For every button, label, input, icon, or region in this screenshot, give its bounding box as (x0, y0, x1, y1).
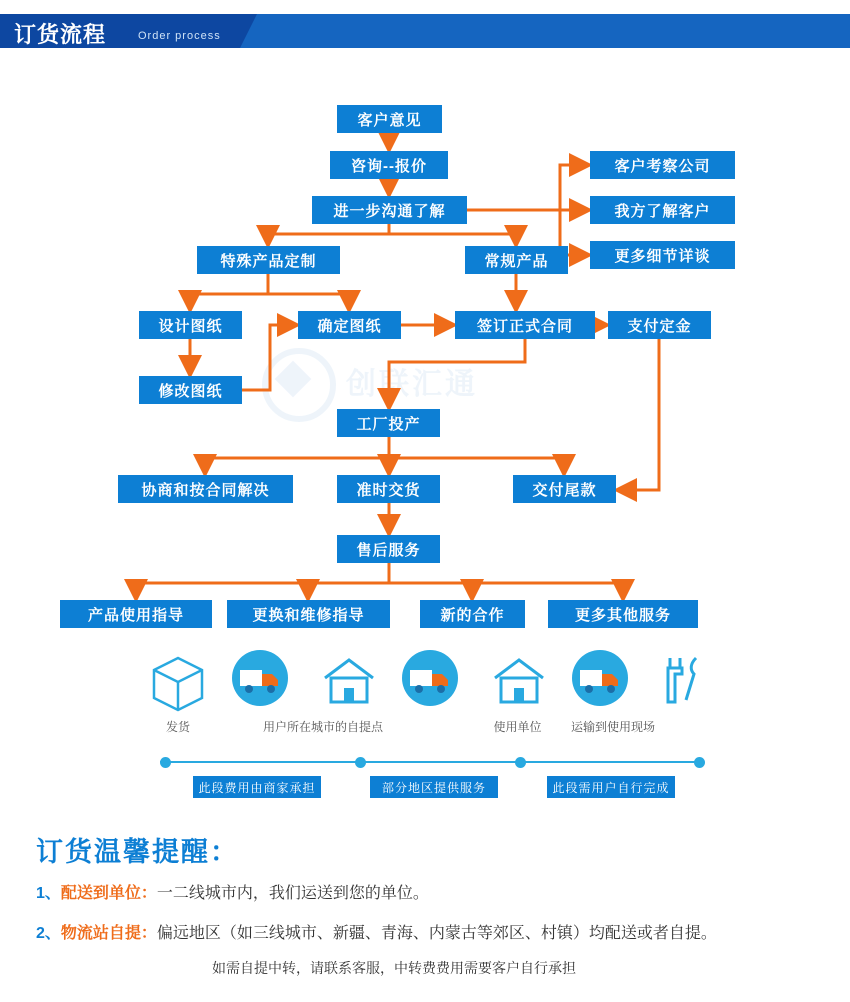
logistics-label: 发货 (165, 720, 190, 734)
logistics-strip (0, 640, 850, 825)
flow-node[interactable]: 更换和维修指导 (227, 600, 390, 628)
flow-node[interactable]: 常规产品 (465, 246, 568, 274)
note-key: 配送到单位： (60, 885, 157, 902)
note-value: 一二线城市内，我们运送到您的单位。 (156, 885, 429, 902)
note-item (36, 920, 717, 943)
order-notes (0, 830, 850, 1002)
flow-node[interactable]: 产品使用指导 (60, 600, 212, 628)
flow-node[interactable]: 准时交货 (337, 475, 440, 503)
flow-node[interactable]: 交付尾款 (513, 475, 616, 503)
note-subtext: 如需自提中转，请联系客服，中转费费用需要客户自行承担 (212, 960, 576, 976)
flow-node[interactable]: 售后服务 (337, 535, 440, 563)
timeline-dot (160, 757, 171, 768)
logistics-band: 此段需用户自行完成 (547, 776, 675, 798)
flow-node[interactable]: 修改图纸 (139, 376, 242, 404)
note-key: 物流站自提： (60, 925, 157, 942)
truck-circle-icon (402, 650, 458, 706)
watermark-name: 创联汇通 (346, 367, 478, 401)
flow-node[interactable]: 咨询--报价 (330, 151, 448, 179)
tools-icon (668, 658, 696, 702)
flow-node[interactable]: 我方了解客户 (590, 196, 735, 224)
package-icon (154, 658, 202, 710)
flow-node[interactable]: 新的合作 (420, 600, 525, 628)
flow-node[interactable]: 确定图纸 (298, 311, 401, 339)
logistics-band: 部分地区提供服务 (370, 776, 498, 798)
flow-node[interactable]: 进一步沟通了解 (312, 196, 467, 224)
note-value: 偏远地区（如三线城市、新疆、青海、内蒙古等郊区、村镇）均配送或者自提。 (156, 925, 717, 942)
flow-node[interactable]: 签订正式合同 (455, 311, 595, 339)
timeline-dot (355, 757, 366, 768)
logistics-band: 此段费用由商家承担 (193, 776, 321, 798)
page-title: 订货流程 (14, 22, 107, 47)
notes-title: 订货温馨提醒： (36, 837, 239, 867)
truck-circle-icon (572, 650, 628, 706)
note-number: 2、 (36, 925, 61, 942)
timeline-dot (515, 757, 526, 768)
house-icon (325, 660, 373, 702)
note-item (36, 880, 429, 903)
page-header (0, 0, 850, 62)
flow-node[interactable]: 设计图纸 (139, 311, 242, 339)
logistics-label: 运输到使用现场 (570, 720, 655, 734)
flow-node[interactable]: 客户考察公司 (590, 151, 735, 179)
flow-node[interactable]: 特殊产品定制 (197, 246, 340, 274)
house-icon (495, 660, 543, 702)
order-process-flowchart (0, 62, 850, 642)
flow-node[interactable]: 协商和按合同解决 (118, 475, 293, 503)
flow-node[interactable]: 更多其他服务 (548, 600, 698, 628)
flow-node[interactable]: 客户意见 (337, 105, 442, 133)
page-subtitle: Order process (138, 30, 221, 42)
flow-node[interactable]: 更多细节详谈 (590, 241, 735, 269)
logistics-label: 用户所在城市的自提点 (262, 720, 383, 734)
truck-circle-icon (232, 650, 288, 706)
note-number: 1、 (36, 885, 61, 902)
flow-node[interactable]: 支付定金 (608, 311, 711, 339)
timeline-dot (694, 757, 705, 768)
flow-node[interactable]: 工厂投产 (337, 409, 440, 437)
logistics-label: 使用单位 (493, 720, 542, 734)
